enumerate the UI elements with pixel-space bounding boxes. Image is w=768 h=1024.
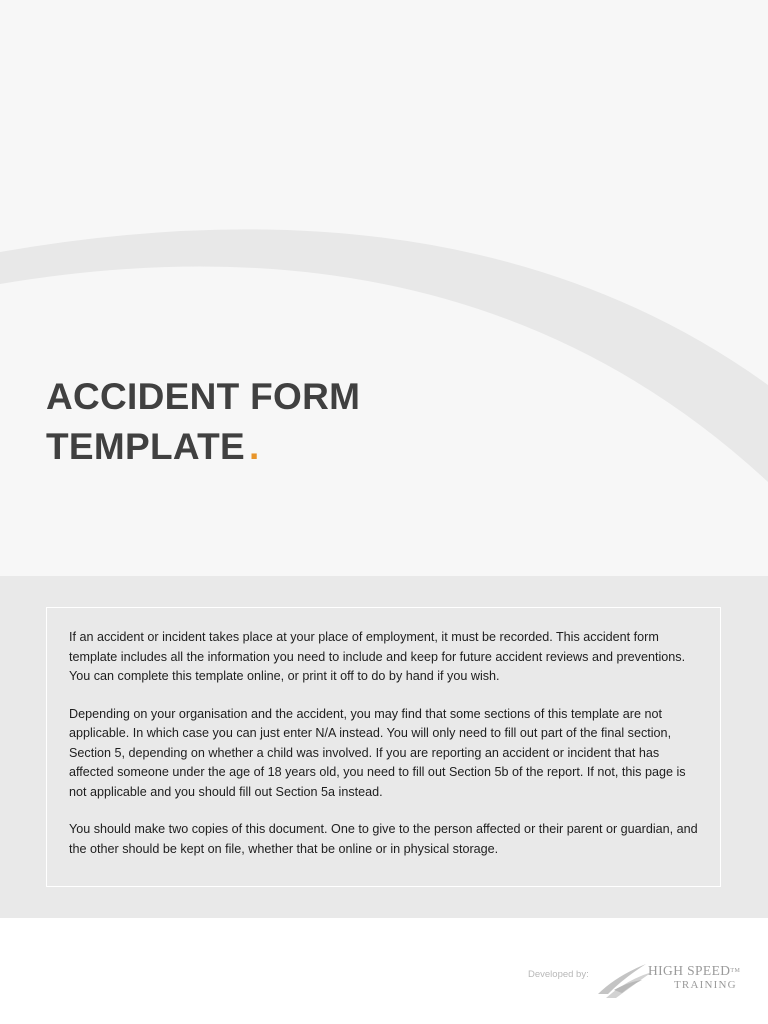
- logo-name: HIGH SPEED: [648, 963, 731, 978]
- title-line-1: ACCIDENT FORM: [46, 376, 361, 417]
- title-line-2-text: TEMPLATE: [46, 426, 246, 467]
- developed-by-label: Developed by:: [528, 969, 589, 980]
- swoosh-logo-icon: [594, 960, 654, 1000]
- logo-line-2: TRAINING: [674, 979, 737, 991]
- intro-box: [46, 607, 721, 887]
- footer: [0, 918, 768, 1024]
- accent-dot: .: [249, 426, 260, 467]
- trademark-mark: TM: [730, 968, 741, 974]
- intro-paragraph-1: If an accident or incident takes place at your place of employment, it must be recorded. This accident form template includes all the information you need to include and keep for future accident reviews and preventions. You can complete this template online, or print it off to do by hand if you wish.: [69, 630, 686, 683]
- title-line-2: [46, 422, 360, 472]
- logo-line-1: [648, 964, 740, 978]
- intro-paragraph-3: You should make two copies of this document. One to give to the person affected or their parent or guardian, and the other should be kept on file, whether that be online or in physical storage.: [69, 822, 698, 856]
- page-title: [46, 372, 360, 472]
- company-logo: [648, 964, 740, 992]
- intro-paragraph-2: Depending on your organisation and the accident, you may find that some sections of this template are not applicable. In which case you can just enter N/A instead. You will only need to fill out part of the final section, Section 5, depending on whether a child was involved. If you are reporting an accident or incident that has affected someone under the age of 18 years old, you need to fill out Section 5b of the report. If not, this page is not applicable and you should fill out Section 5a instead.: [69, 706, 686, 799]
- intro-section: [0, 576, 768, 918]
